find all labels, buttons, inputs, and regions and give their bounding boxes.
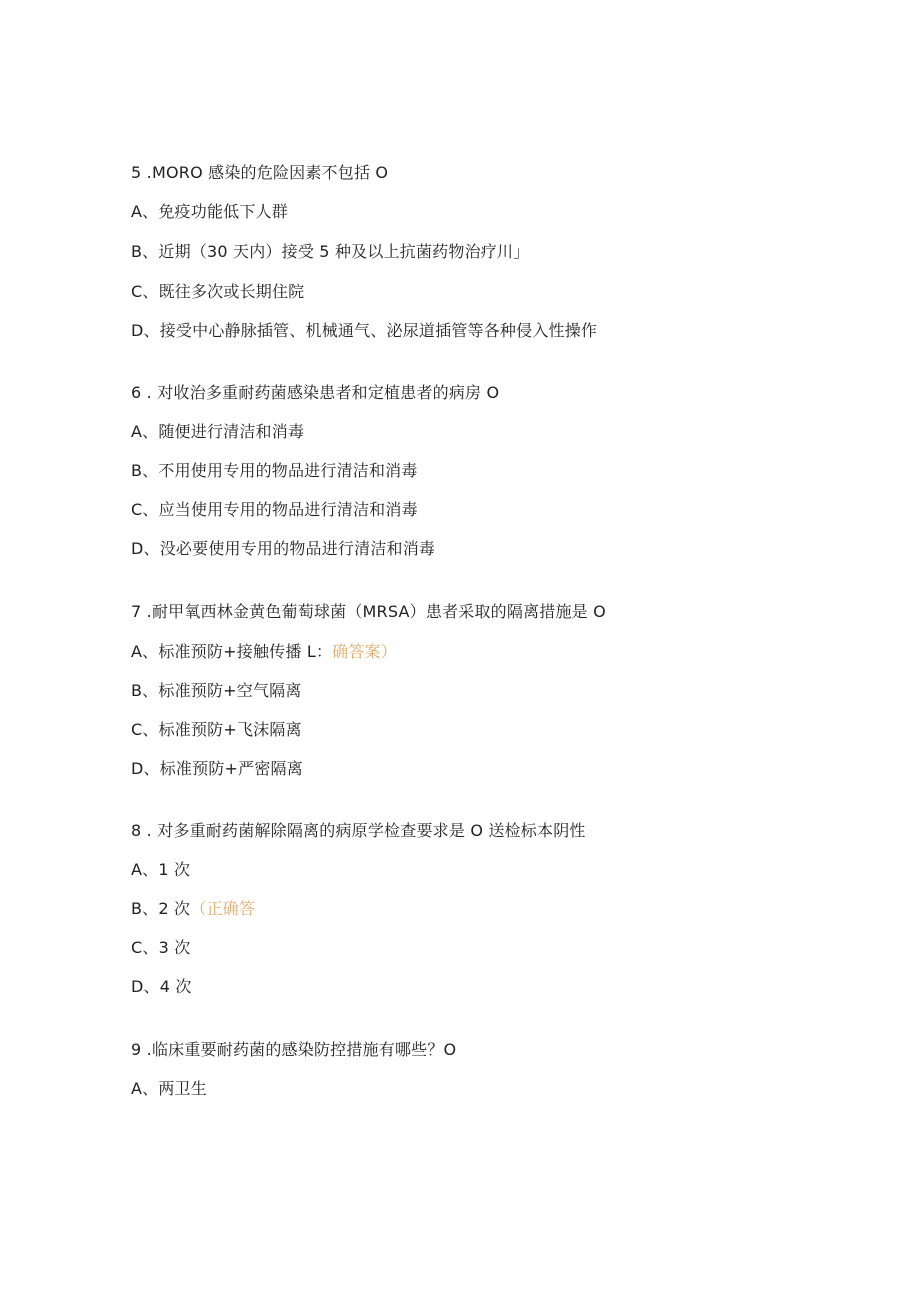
question-5-title: 5 .MORO 感染的危险因素不包括 O	[131, 163, 389, 182]
option-a-text: A、标准预防+接触传播 L：	[131, 642, 333, 661]
question-6-title: 6 . 对收治多重耐药菌感染患者和定植患者的病房 O	[131, 383, 500, 402]
question-5-option-a: A、免疫功能低下人群	[131, 202, 288, 221]
question-8-option-a: A、1 次	[131, 860, 191, 879]
question-9-title: 9 .临床重要耐药菌的感染防控措施有哪些？O	[131, 1040, 457, 1059]
question-7-title: 7 .耐甲氧西林金黄色葡萄球菌（MRSA）患者采取的隔离措施是 O	[131, 602, 606, 621]
question-7-option-b: B、标准预防+空气隔离	[131, 681, 302, 700]
question-8-option-d: D、4 次	[131, 977, 192, 996]
question-6-option-b: B、不用使用专用的物品进行清洁和消毒	[131, 461, 418, 480]
question-8-option-c: C、3 次	[131, 938, 191, 957]
question-5-option-b: B、近期（30 天内）接受 5 种及以上抗菌药物治疗川」	[131, 242, 530, 261]
question-6-option-a: A、随便进行清洁和消毒	[131, 422, 305, 441]
question-6-option-c: C、应当使用专用的物品进行清洁和消毒	[131, 500, 418, 519]
question-7-option-a	[131, 642, 397, 662]
question-7-option-c: C、标准预防+飞沫隔离	[131, 720, 302, 739]
question-9-option-a: A、两卫生	[131, 1079, 207, 1098]
question-8-title: 8 . 对多重耐药菌解除隔离的病原学检查要求是 O 送检标本阴性	[131, 821, 586, 840]
question-7-option-d: D、标准预防+严密隔离	[131, 759, 303, 778]
question-8-option-b	[131, 899, 255, 919]
answer-note: （正确答	[190, 899, 256, 918]
question-5-option-c: C、既往多次或长期住院	[131, 282, 305, 301]
question-5-option-d: D、接受中心静脉插管、机械通气、泌尿道插管等各种侵入性操作	[131, 321, 598, 340]
question-6-option-d: D、没必要使用专用的物品进行清洁和消毒	[131, 539, 436, 558]
option-b-text: B、2 次	[131, 899, 191, 918]
answer-note: 确答案）	[332, 642, 397, 661]
